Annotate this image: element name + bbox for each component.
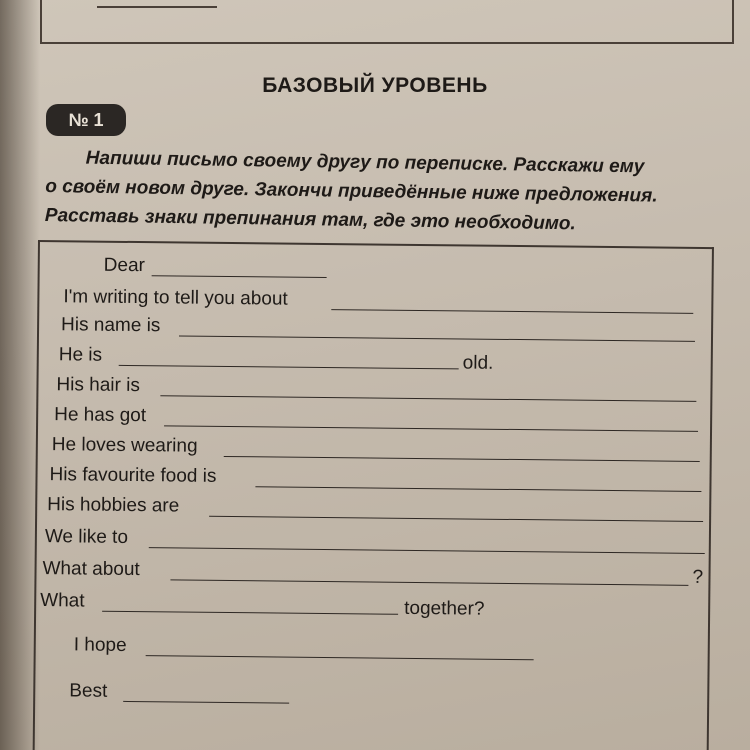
food-answer-line[interactable] [255,486,701,492]
best-answer-line[interactable] [123,701,289,704]
name-answer-line[interactable] [179,335,695,341]
what-answer-line[interactable] [102,611,398,615]
old-suffix: old. [462,352,494,374]
has-got-label: He has got [54,404,147,427]
name-label: His name is [61,314,161,337]
exercise-instructions [45,143,736,241]
food-label: His favourite food is [49,464,217,487]
hair-label: His hair is [56,374,140,397]
hair-answer-line[interactable] [160,395,696,402]
best-label: Best [69,680,108,702]
previous-answer-line [97,6,217,8]
what-label: What [40,590,85,612]
dear-answer-line[interactable] [152,275,327,278]
wearing-answer-line[interactable] [224,456,700,462]
instructions-line-3: Расставь знаки препинания там, где это необходимо. [44,204,576,235]
previous-exercise-frame [40,0,734,44]
loves-wearing-label: He loves wearing [51,434,198,457]
what-about-answer-line[interactable] [170,579,688,585]
we-like-answer-line[interactable] [149,547,705,554]
together-suffix: together? [404,597,485,620]
level-heading: БАЗОВЫЙ УРОВЕНЬ [262,74,488,97]
what-about-label: What about [42,558,140,581]
question-mark: ? [692,566,704,588]
letter-form [33,240,714,750]
we-like-label: We like to [44,526,129,548]
he-is-label: He is [58,344,103,366]
hope-label: I hope [73,634,127,656]
instructions-line-1: Напиши письмо своему другу по переписке. Расскажи ему [85,147,645,178]
exercise-number-badge: № 1 [46,104,126,136]
hobbies-answer-line[interactable] [209,516,703,522]
writing-label: I'm writing to tell you about [63,286,288,310]
instructions-line-2: о своём новом друге. Закончи приведённые ниже предложения. [45,175,658,207]
hope-answer-line[interactable] [146,655,534,660]
dear-label: Dear [103,254,146,277]
age-answer-line[interactable] [119,365,459,370]
has-got-answer-line[interactable] [164,425,698,432]
writing-answer-line[interactable] [331,309,693,314]
hobbies-label: His hobbies are [47,494,180,517]
